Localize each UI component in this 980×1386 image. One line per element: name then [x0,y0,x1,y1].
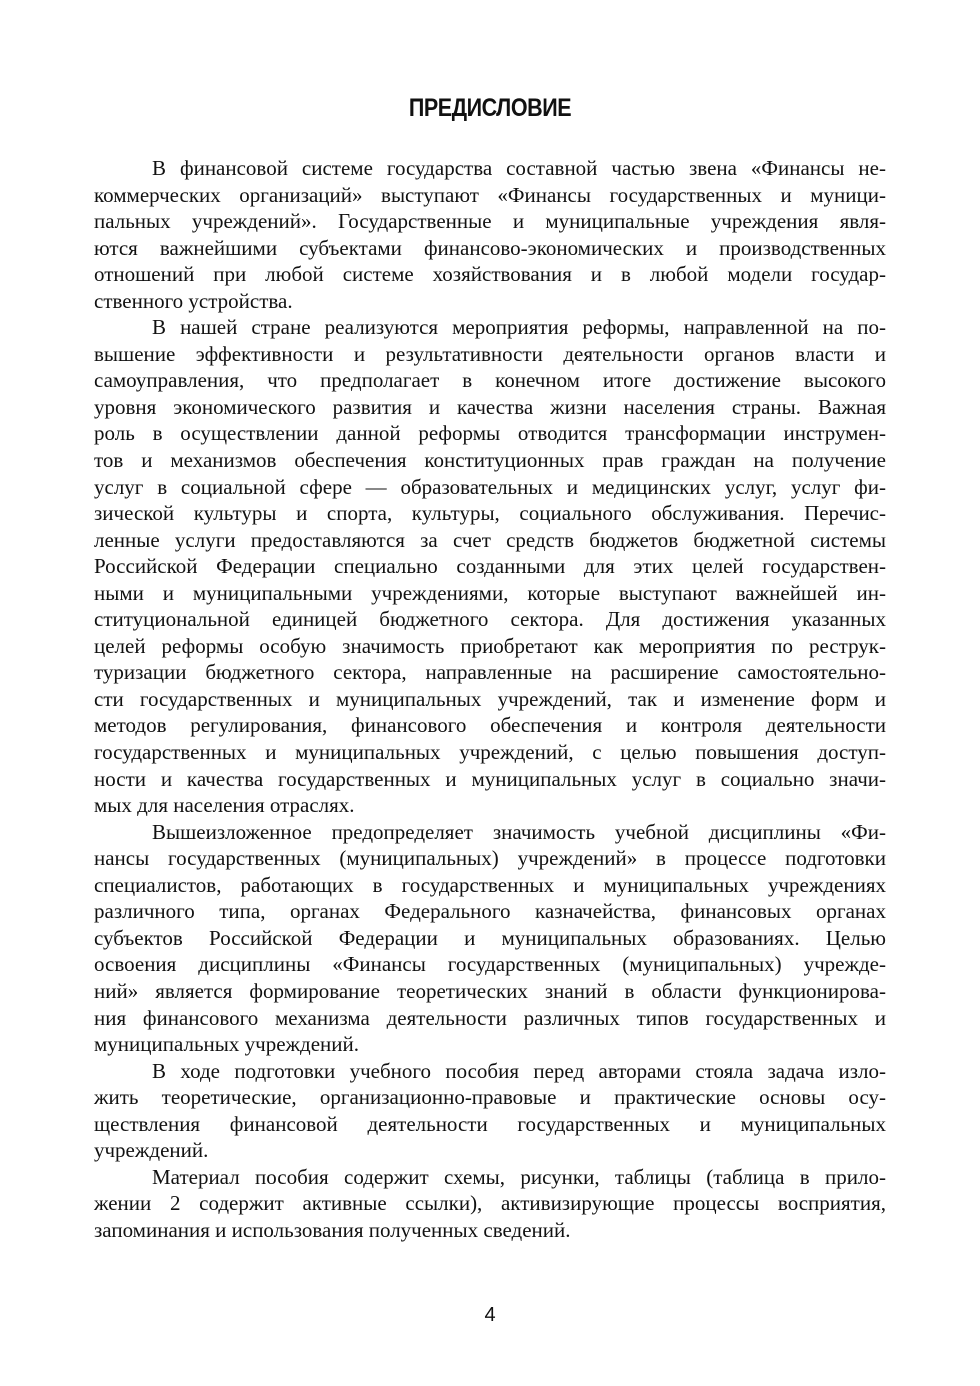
text-line: коммерческих организаций» выступают «Финансы государственных и муници- [94,182,886,207]
page-title: ПРЕДИСЛОВИЕ [408,94,572,122]
text-line: зической культуры и спорта, культуры, социального обслуживания. Перечис- [94,501,886,526]
text-line: пальных учреждений». Государственные и муниципальные учреждения явля- [94,209,886,234]
text-line: В нашей стране реализуются мероприятия реформы, направленной на по- [152,315,886,340]
text-line: ленные услуги предоставляются за счет средств бюджетов бюджетной системы [94,527,886,552]
text-line: отношений при любой системе хозяйствования и в любой модели государ- [94,262,886,287]
text-line: мых для населения отраслях. [94,793,355,818]
paragraph-5 [94,1164,886,1244]
text-line: учреждений. [94,1138,209,1163]
page-number: 4 [484,1304,496,1326]
text-line: ственного устройства. [94,288,293,313]
paragraph-4 [94,1058,886,1164]
text-line: ности и качества государственных и муниципальных услуг в социально значи- [94,766,886,791]
text-line: специалистов, работающих в государственных и муниципальных учреждениях [94,872,886,897]
paragraph-2 [94,314,886,818]
text-line: Материал пособия содержит схемы, рисунки, таблицы (таблица в прило- [152,1164,886,1189]
text-line: ными и муниципальными учреждениями, которые выступают важнейшей ин- [94,580,886,605]
text-line: целей реформы особую значимость приобретают как мероприятия по реструк- [94,633,886,658]
text-line: ституциональной единицей бюджетного сектора. Для достижения указанных [94,607,886,632]
text-line: ний» является формирование теоретических знаний в области функционирова- [94,978,886,1003]
text-line: В ходе подготовки учебного пособия перед авторами стояла задача изло- [152,1058,886,1083]
text-line: роль в осуществлении данной реформы отводится трансформации инструмен- [94,421,886,446]
text-line: самоуправления, что предполагает в конечном итоге достижение высокого [94,368,886,393]
text-line: услуг в социальной сфере — образовательных и медицинских услуг, услуг фи- [94,474,886,499]
text-line: Российской Федерации специально созданными для этих целей государствен- [94,554,886,579]
text-line: различного типа, органах Федерального казначейства, финансовых органах [94,899,886,924]
text-line: вышение эффективности и результативности деятельности органов власти и [94,341,886,366]
text-line: муниципальных учреждений. [94,1032,360,1057]
text-line: методов регулирования, финансового обеспечения и контроля деятельности [94,713,886,738]
paragraph-3 [94,819,886,1058]
text-line: ются важнейшими субъектами финансово-экономических и производственных [94,235,886,260]
text-line: нансы государственных (муниципальных) учреждений» в процессе подготовки [94,846,886,871]
text-line: туризации бюджетного сектора, направленные на расширение самостоятельно- [94,660,886,685]
text-line: жить теоретические, организационно-правовые и практические основы осу- [94,1085,886,1110]
text-line: жении 2 содержит активные ссылки), активизирующие процессы восприятия, [94,1191,886,1216]
paragraph-1 [94,155,886,314]
text-line: субъектов Российской Федерации и муниципальных образованиях. Целью [94,925,886,950]
text-line: В финансовой системе государства составной частью звена «Финансы не- [152,156,886,180]
text-line: Вышеизложенное предопределяет значимость учебной дисциплины «Фи- [152,819,886,844]
text-line: уровня экономического развития и качества жизни населения страны. Важная [94,394,886,419]
text-line: ния финансового механизма деятельности различных типов государственных и [94,1005,886,1030]
text-line: государственных и муниципальных учреждений, с целью повышения доступ- [94,740,886,765]
text-line: освоения дисциплины «Финансы государственных (муниципальных) учрежде- [94,952,886,977]
text-line: тов и механизмов обеспечения конституционных прав граждан на получение [94,448,886,473]
text-line: сти государственных и муниципальных учреждений, так и изменение форм и [94,686,886,711]
text-line: ществления финансовой деятельности государственных и муниципальных [94,1111,886,1136]
text-line: запоминания и использования полученных сведений. [94,1217,571,1242]
preface-body [94,155,886,1243]
